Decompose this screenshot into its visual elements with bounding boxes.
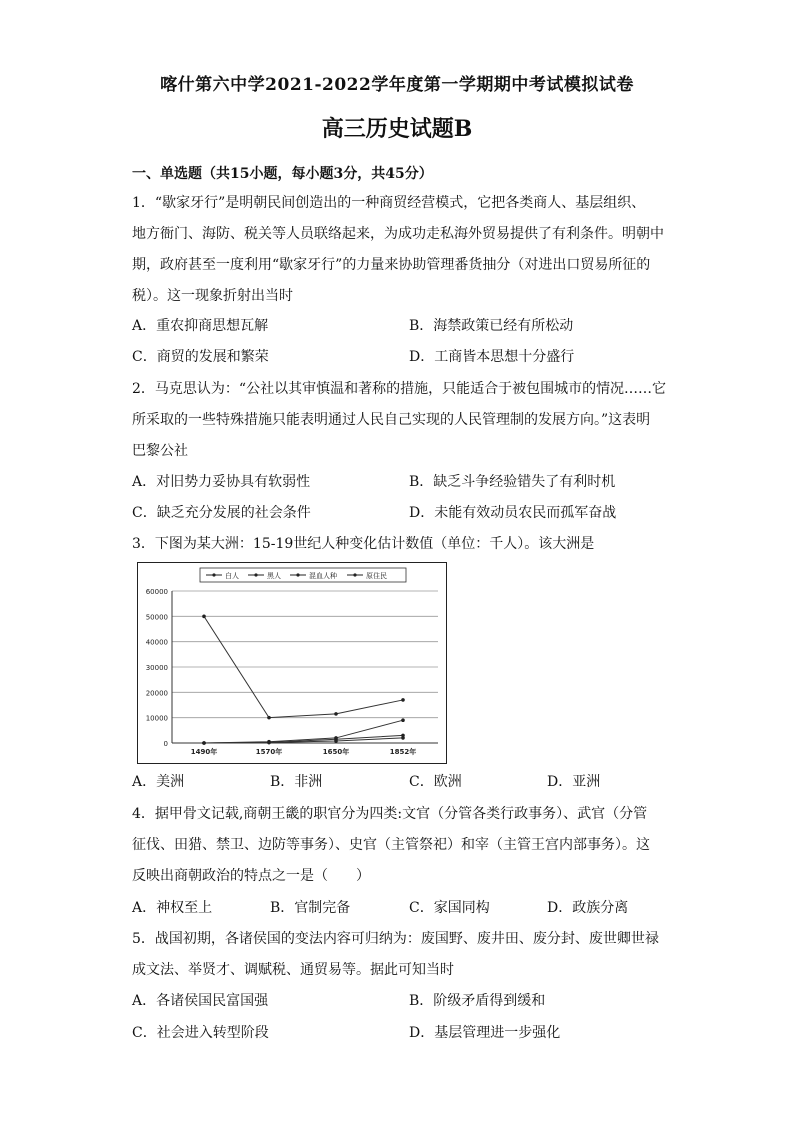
x-tick-label: 1490年 bbox=[190, 748, 218, 756]
q2-option-c: C．缺乏充分发展的社会条件 bbox=[132, 505, 311, 521]
exam-title: 喀什第六中学2021-2022学年度第一学期期中考试模拟试卷 bbox=[160, 75, 634, 95]
y-tick-label: 10000 bbox=[145, 714, 168, 723]
q4-option-a: A．神权至上 bbox=[132, 900, 213, 916]
data-point bbox=[401, 718, 405, 722]
legend-label: 黑人 bbox=[267, 572, 281, 580]
q5-option-a: A．各诸侯国民富国强 bbox=[132, 993, 269, 1009]
x-tick-label: 1570年 bbox=[255, 748, 283, 756]
q1-option-c: C．商贸的发展和繁荣 bbox=[132, 349, 269, 365]
q5-line-2: 成文法、举贤才、调赋税、通贸易等。据此可知当时 bbox=[132, 962, 454, 978]
y-tick-label: 0 bbox=[163, 740, 168, 748]
q3-line-1: 3．下图为某大洲：15-19世纪人种变化估计数值（单位：千人）。该大洲是 bbox=[132, 536, 595, 552]
exam-subtitle: 高三历史试题B bbox=[321, 116, 473, 142]
q3-option-c: C．欧洲 bbox=[409, 774, 462, 790]
q4-option-b: B．官制完备 bbox=[270, 900, 351, 916]
q1-line-2: 地方衙门、海防、税关等人员联络起来，为成功走私海外贸易提供了有利条件。明朝中 bbox=[132, 226, 664, 242]
q5-option-d: D．基层管理进一步强化 bbox=[409, 1025, 561, 1041]
legend-label: 混血人种 bbox=[309, 572, 337, 580]
y-tick-label: 50000 bbox=[145, 613, 168, 622]
data-point bbox=[267, 716, 271, 720]
q3-option-d: D．亚洲 bbox=[547, 774, 601, 790]
x-tick-label: 1852年 bbox=[389, 748, 417, 756]
q5-option-c: C．社会进入转型阶段 bbox=[132, 1025, 269, 1041]
data-point bbox=[401, 698, 405, 702]
q2-line-2: 所采取的一些特殊措施只能表明通过人民自己实现的人民管理制的发展方向。”这表明 bbox=[132, 412, 651, 428]
data-point bbox=[202, 615, 206, 619]
legend-marker bbox=[353, 573, 356, 576]
q1-line-4: 税）。这一现象折射出当时 bbox=[132, 288, 293, 304]
legend-label: 白人 bbox=[225, 572, 239, 580]
q2-option-b: B．缺乏斗争经验错失了有利时机 bbox=[409, 474, 616, 490]
q4-line-1: 4．据甲骨文记载,商朝王畿的职官分为四类:文官（分管各类行政事务）、武官（分管 bbox=[132, 806, 648, 822]
q1-option-d: D．工商皆本思想十分盛行 bbox=[409, 349, 575, 365]
legend-marker bbox=[212, 573, 215, 576]
y-tick-label: 30000 bbox=[145, 664, 168, 672]
q1-line-3: 期，政府甚至一度利用“歇家牙行”的力量来协助管理番货抽分（对进出口贸易所征的 bbox=[132, 257, 651, 273]
q5-line-1: 5．战国初期，各诸侯国的变法内容可归纳为：废国野、废井田、废分封、废世卿世禄 bbox=[132, 931, 659, 947]
q2-line-1: 2．马克思认为：“公社以其审慎温和著称的措施，只能适合于被包围城市的情况……它 bbox=[132, 381, 667, 397]
data-point bbox=[401, 736, 405, 740]
legend-marker bbox=[296, 573, 299, 576]
q4-line-2: 征伐、田猎、禁卫、边防等事务）、史官（主管祭祀）和宰（主管王宫内部事务）。这 bbox=[132, 837, 650, 853]
data-point bbox=[334, 736, 338, 740]
q1-option-a: A．重农抑商思想瓦解 bbox=[132, 318, 269, 334]
q3-option-b: B．非洲 bbox=[270, 774, 323, 790]
q5-option-b: B．阶级矛盾得到缓和 bbox=[409, 993, 546, 1009]
q4-option-d: D．政族分离 bbox=[547, 900, 629, 916]
y-tick-label: 20000 bbox=[145, 689, 168, 698]
q1-option-b: B．海禁政策已经有所松动 bbox=[409, 318, 574, 334]
y-tick-label: 60000 bbox=[145, 588, 168, 596]
data-point bbox=[334, 712, 338, 716]
data-point bbox=[202, 741, 206, 745]
x-tick-label: 1650年 bbox=[322, 748, 350, 756]
q3-option-a: A．美洲 bbox=[132, 774, 185, 790]
population-line-chart bbox=[138, 563, 446, 763]
q4-line-3: 反映出商朝政治的特点之一是（ ） bbox=[132, 868, 370, 884]
population-chart bbox=[137, 562, 447, 764]
section-heading: 一、单选题（共15小题，每小题3分，共45分） bbox=[132, 166, 433, 182]
legend-label: 原住民 bbox=[366, 572, 387, 580]
q2-option-d: D．未能有效动员农民而孤军奋战 bbox=[409, 505, 617, 521]
legend-marker bbox=[254, 573, 257, 576]
q2-option-a: A．对旧势力妥协具有软弱性 bbox=[132, 474, 311, 490]
data-point bbox=[267, 740, 271, 744]
y-tick-label: 40000 bbox=[145, 638, 168, 647]
q4-option-c: C．家国同构 bbox=[409, 900, 490, 916]
q1-line-1: 1．“歇家牙行”是明朝民间创造出的一种商贸经营模式，它把各类商人、基层组织、 bbox=[132, 195, 646, 211]
q2-line-3: 巴黎公社 bbox=[132, 443, 188, 459]
